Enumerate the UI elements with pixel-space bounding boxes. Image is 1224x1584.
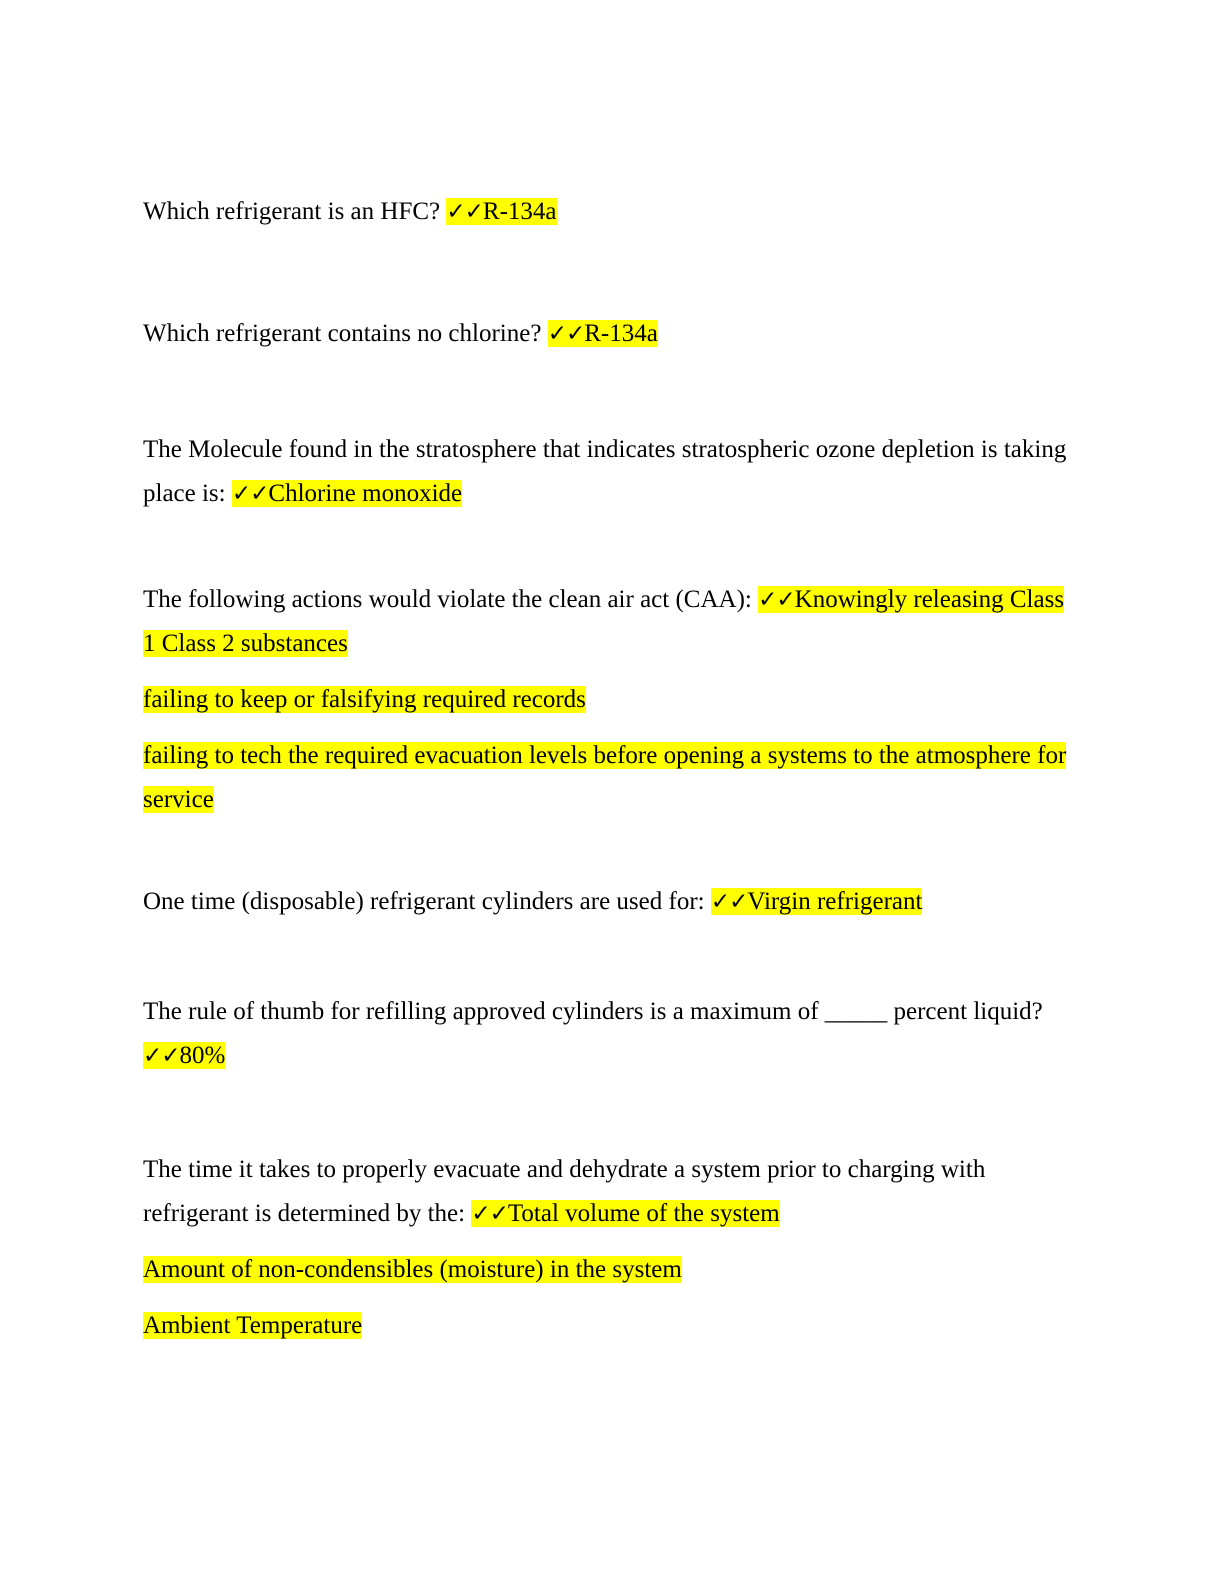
qa-block xyxy=(143,312,1074,356)
question-line xyxy=(143,990,1074,1034)
question-line xyxy=(143,880,1074,924)
extra-answer-line xyxy=(143,1248,1074,1292)
answer-highlight xyxy=(711,888,923,915)
qa-block xyxy=(143,428,1074,516)
answer-text: Chlorine monoxide xyxy=(268,480,463,507)
answer-highlight xyxy=(232,480,462,507)
answer-highlight xyxy=(446,198,556,225)
question-text: The time it takes to properly evacuate and dehydrate a system prior to charging with refrigerant is determined by the: xyxy=(143,1156,986,1227)
qa-block xyxy=(143,578,1074,822)
question-line xyxy=(143,578,1074,666)
check-icon: ✓✓ xyxy=(471,1201,508,1227)
question-text: The following actions would violate the clean air act (CAA): xyxy=(143,586,759,613)
extra-answer-highlight: failing to keep or falsifying required records xyxy=(143,686,586,713)
check-icon: ✓✓ xyxy=(143,1043,180,1069)
answer-text: Virgin refrigerant xyxy=(747,888,923,915)
question-line xyxy=(143,312,1074,356)
answer-text: Knowingly releasing Class 1 Class 2 substances xyxy=(143,586,1065,657)
question-text: The rule of thumb for refilling approved cylinders is a maximum of _____ percent liquid? xyxy=(143,998,1043,1025)
check-icon: ✓✓ xyxy=(547,321,585,347)
answer-line xyxy=(143,1034,1074,1078)
answer-highlight xyxy=(471,1200,779,1227)
extra-answer-highlight: failing to tech the required evacuation levels before opening a systems to the atmosphere for service xyxy=(143,742,1067,813)
answer-highlight xyxy=(143,1042,225,1069)
extra-answer-line xyxy=(143,1304,1074,1348)
qa-block xyxy=(143,880,1074,924)
qa-block xyxy=(143,190,1074,234)
question-text: Which refrigerant contains no chlorine? xyxy=(143,320,548,347)
answer-highlight xyxy=(548,320,658,347)
check-icon: ✓✓ xyxy=(710,889,748,915)
extra-answer-line xyxy=(143,678,1074,722)
check-icon: ✓✓ xyxy=(231,481,269,507)
answer-text: Total volume of the system xyxy=(507,1200,780,1227)
qa-block xyxy=(143,990,1074,1078)
answer-text: 80% xyxy=(179,1042,226,1069)
check-icon: ✓✓ xyxy=(758,587,795,613)
question-line xyxy=(143,428,1074,516)
extra-answer-highlight: Ambient Temperature xyxy=(143,1312,363,1339)
extra-answer-highlight: Amount of non-condensibles (moisture) in the system xyxy=(143,1256,682,1283)
question-text: Which refrigerant is an HFC? xyxy=(143,198,447,225)
answer-text: R-134a xyxy=(584,320,658,347)
extra-answer-line xyxy=(143,734,1074,822)
question-text: One time (disposable) refrigerant cylinders are used for: xyxy=(143,888,711,915)
answer-text: R-134a xyxy=(482,198,557,225)
question-text: The Molecule found in the stratosphere that indicates stratospheric ozone depletion is taking place is: xyxy=(143,436,1067,507)
check-icon: ✓✓ xyxy=(446,199,483,225)
qa-block xyxy=(143,1148,1074,1348)
question-line xyxy=(143,190,1074,234)
question-line xyxy=(143,1148,1074,1236)
